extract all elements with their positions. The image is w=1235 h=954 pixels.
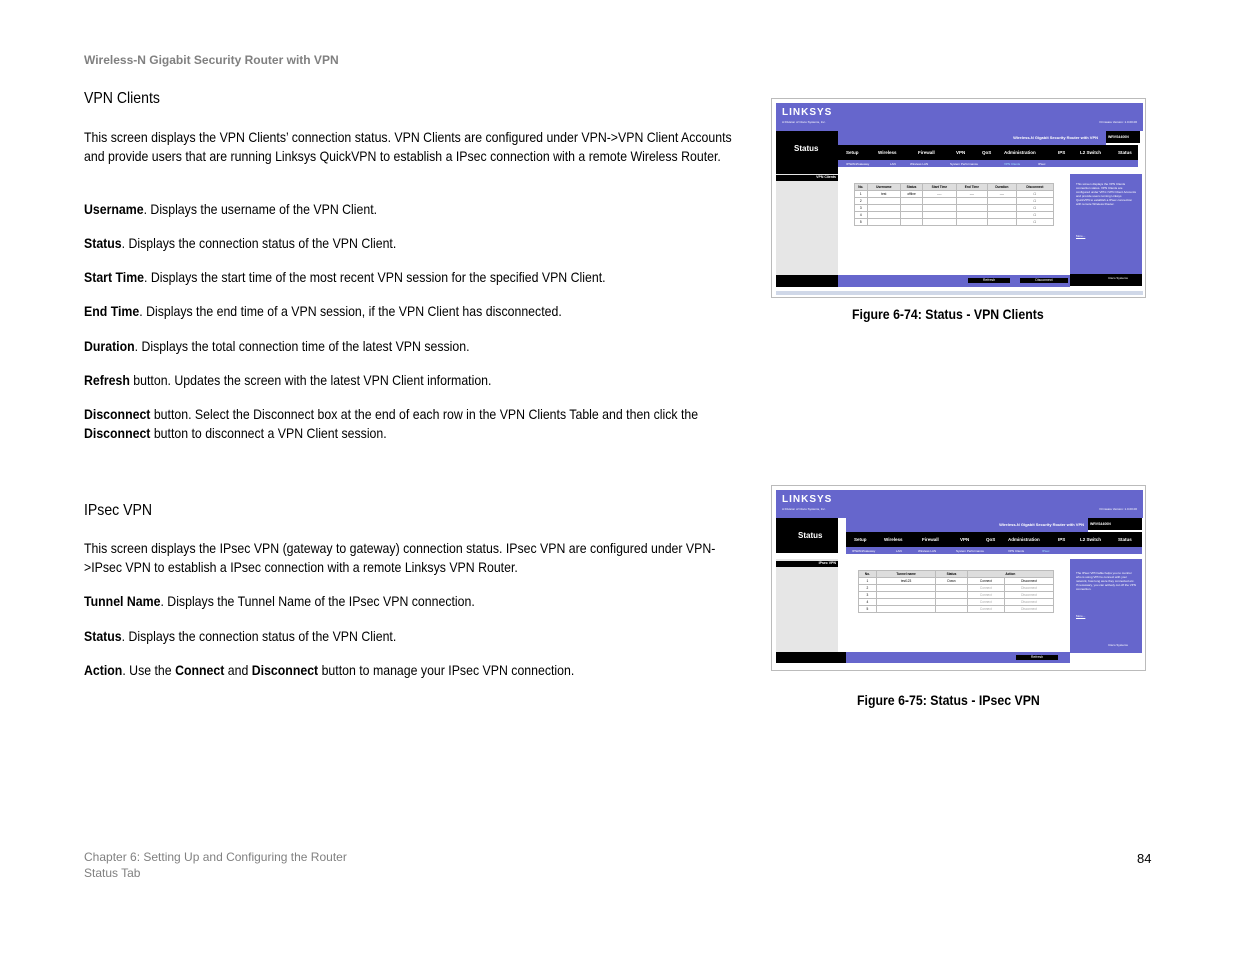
- table-header-row: [859, 571, 1054, 578]
- cell: [876, 606, 935, 613]
- running-header: Wireless-N Gigabit Security Router with VPN: [84, 53, 339, 67]
- table-row: [859, 585, 1054, 592]
- connect-button[interactable]: Connect: [967, 585, 1004, 592]
- cell: test: [867, 191, 901, 198]
- cell: [901, 205, 923, 212]
- nav-vpn[interactable]: VPN: [960, 537, 970, 542]
- subnav-lan[interactable]: LAN: [890, 162, 896, 166]
- term: Connect: [175, 662, 225, 678]
- cell: [923, 198, 957, 205]
- col-header: Start Time: [923, 184, 957, 191]
- button-bar: [846, 652, 1070, 663]
- sub-nav: [838, 160, 1138, 167]
- term: Disconnect: [84, 424, 151, 441]
- term: Refresh: [84, 372, 130, 388]
- subnav-vpn-clients[interactable]: VPN Clients: [1008, 549, 1025, 553]
- term: Status: [84, 235, 122, 251]
- definition-text: . Displays the username of the VPN Client.: [143, 201, 378, 217]
- cell: [923, 205, 957, 212]
- more-link[interactable]: More...: [1076, 234, 1086, 238]
- nav-l2-switch[interactable]: L2 Switch: [1080, 537, 1102, 542]
- definition-text: . Displays the total connection time of the latest VPN session.: [134, 338, 470, 354]
- nav-status[interactable]: Status: [1118, 537, 1132, 542]
- subnav-ip-wan[interactable]: IP/WAN/Gateway: [846, 162, 870, 166]
- cell: [901, 198, 923, 205]
- term: Tunnel Name: [84, 593, 161, 609]
- cell: test123: [876, 578, 935, 585]
- cisco-logo: Cisco Systems: [1108, 276, 1128, 280]
- cell: [876, 592, 935, 599]
- side-bottom: [776, 275, 838, 287]
- linksys-logo: LINKSYS: [782, 107, 833, 118]
- disconnect-button[interactable]: Disconnect: [1005, 592, 1054, 599]
- firmware-version: Firmware Version: 1.0.00.00: [1099, 120, 1137, 124]
- refresh-button[interactable]: Refresh: [1016, 655, 1058, 660]
- left-column: [776, 559, 838, 652]
- subnav-vpn-clients[interactable]: VPN Clients: [1004, 162, 1021, 166]
- col-header: Tunnel name: [876, 571, 935, 578]
- disconnect-checkbox[interactable]: ☐: [1016, 212, 1053, 219]
- refresh-button[interactable]: Refresh: [968, 278, 1010, 283]
- cell: [901, 212, 923, 219]
- term: Duration: [84, 338, 135, 354]
- disconnect-checkbox[interactable]: ☐: [1016, 191, 1053, 198]
- definition-text: button to manage your IPsec VPN connection.: [318, 662, 575, 678]
- cell: [867, 212, 901, 219]
- term: Start Time: [84, 269, 145, 285]
- definition-text: button. Select the Disconnect box at the end of each row in the VPN Clients Table and then click the: [150, 406, 699, 422]
- help-text: The IPsec VPN table helps you to monitor who is using VPN to connect with your network, how long were they connected etc. If necessary, you can actively cut off the VPN connection.: [1076, 571, 1136, 591]
- cell: 1: [859, 578, 877, 585]
- cell: [923, 212, 957, 219]
- left-column: [776, 174, 838, 287]
- product-bar: [838, 131, 1106, 145]
- definition-text: and: [224, 662, 252, 678]
- linksys-logo: LINKSYS: [782, 494, 833, 505]
- definition-status: [84, 627, 753, 646]
- ipsec-vpn-table: [858, 570, 1054, 613]
- col-header: Disconnect: [1016, 184, 1053, 191]
- cell: [901, 219, 923, 226]
- nav-setup[interactable]: Setup: [846, 150, 859, 155]
- table-row: [859, 592, 1054, 599]
- cell: [867, 205, 901, 212]
- help-text: This screen displays the VPN Clients connection status. VPN Clients are configured under VPN->VPN Client Accounts and provide users running Linksys QuickVPN to establish a IPsec connection with remote Wireless Router.: [1076, 182, 1136, 206]
- subnav-lan[interactable]: LAN: [896, 549, 902, 553]
- cell: 3: [859, 592, 877, 599]
- cell: [988, 219, 1017, 226]
- nav-status[interactable]: Status: [1118, 150, 1132, 155]
- table-row: [855, 198, 1054, 205]
- cell: [867, 219, 901, 226]
- cell: 2: [855, 198, 868, 205]
- figure-vpn-clients-screenshot: [771, 98, 1146, 298]
- col-header: Status: [901, 184, 923, 191]
- subnav-wireless-lan[interactable]: Wireless LAN: [918, 549, 937, 553]
- cell: [956, 198, 987, 205]
- table-row: [855, 212, 1054, 219]
- table-row: [859, 606, 1054, 613]
- definition-status: [84, 234, 753, 253]
- definition-text: button. Updates the screen with the latest VPN Client information.: [129, 372, 492, 388]
- cell: [988, 212, 1017, 219]
- side-title-block: [776, 518, 838, 553]
- disconnect-button[interactable]: Disconnect: [1005, 606, 1054, 613]
- table-row: [855, 219, 1054, 226]
- main-nav: [846, 532, 1142, 547]
- nav-firewall[interactable]: Firewall: [922, 537, 939, 542]
- definition-action: [84, 661, 753, 680]
- help-column: [1070, 174, 1142, 274]
- disconnect-button[interactable]: Disconnect: [1020, 278, 1068, 283]
- nav-l2-switch[interactable]: L2 Switch: [1080, 150, 1102, 155]
- button-bar: [838, 275, 1070, 287]
- definition-text: button to disconnect a VPN Client session.: [150, 424, 387, 441]
- term: Disconnect: [251, 662, 319, 678]
- disconnect-button[interactable]: Disconnect: [1005, 585, 1054, 592]
- col-header: Status: [936, 571, 967, 578]
- logo-subtitle: A Division of Cisco Systems, Inc.: [782, 507, 826, 511]
- col-header: No.: [855, 184, 868, 191]
- left-label: VPN Clients: [776, 175, 838, 181]
- cell: 3: [855, 205, 868, 212]
- nav-wireless[interactable]: Wireless: [884, 537, 903, 542]
- disconnect-checkbox[interactable]: ☐: [1016, 219, 1053, 226]
- definition-refresh: [84, 371, 753, 390]
- sub-nav: [846, 547, 1142, 554]
- left-label: IPsec VPN: [776, 561, 838, 567]
- definition-username: [84, 200, 753, 219]
- disconnect-checkbox[interactable]: ☐: [1016, 198, 1053, 205]
- product-name: Wireless-N Gigabit Security Router with VPN: [1013, 135, 1098, 140]
- more-link[interactable]: More...: [1076, 614, 1086, 618]
- cell: ----: [956, 191, 987, 198]
- intro-paragraph: This screen displays the IPsec VPN (gateway to gateway) connection status. IPsec VPN are configured under VPN->IPsec VPN to establish a IPsec connection with a remote Linksys VPN Router.: [84, 540, 716, 575]
- cell: [956, 219, 987, 226]
- subnav-system-performance[interactable]: System Performance: [950, 162, 979, 166]
- definition-text: . Displays the connection status of the VPN Client.: [121, 235, 397, 251]
- col-header: No.: [859, 571, 877, 578]
- cell: [876, 599, 935, 606]
- definition-disconnect: [84, 405, 753, 442]
- cell: 1: [855, 191, 868, 198]
- connect-button[interactable]: Connect: [967, 592, 1004, 599]
- cell: [956, 205, 987, 212]
- nav-administration[interactable]: Administration: [1004, 150, 1036, 155]
- side-bottom: [776, 652, 846, 663]
- table-row: [859, 599, 1054, 606]
- term: Disconnect: [84, 406, 151, 422]
- section-heading-ipsec-vpn: IPsec VPN: [84, 502, 153, 519]
- cell: [936, 592, 967, 599]
- subnav-ipsec[interactable]: IPsec: [1038, 162, 1046, 166]
- cell: 4: [855, 212, 868, 219]
- disconnect-button[interactable]: Disconnect: [1005, 578, 1054, 585]
- col-header: End Time: [956, 184, 987, 191]
- cell: [988, 198, 1017, 205]
- cisco-logo: Cisco Systems: [1108, 643, 1128, 647]
- figure-ipsec-vpn-screenshot: [771, 485, 1146, 671]
- cell: 4: [859, 599, 877, 606]
- intro-paragraph: This screen displays the VPN Clients’ connection status. VPN Clients are configured under VPN->VPN Client Accounts and provide users that are running Linksys QuickVPN to establish a IPsec connection with a remote Wireless Router.: [84, 129, 732, 164]
- nav-qos[interactable]: QoS: [986, 537, 996, 542]
- side-title-block: [776, 131, 838, 168]
- nav-wireless[interactable]: Wireless: [878, 150, 897, 155]
- figure-caption-ipsec-vpn: Figure 6-75: Status - IPsec VPN: [857, 692, 1040, 708]
- connect-button[interactable]: Connect: [967, 599, 1004, 606]
- definition-tunnel-name: [84, 592, 753, 611]
- nav-setup[interactable]: Setup: [854, 537, 867, 542]
- model-number: WRVS4400N: [1106, 131, 1140, 143]
- footer-tab: Status Tab: [84, 866, 141, 880]
- definition-end-time: [84, 302, 753, 321]
- side-title: Status: [798, 531, 823, 540]
- logo-subtitle: A Division of Cisco Systems, Inc.: [782, 120, 826, 124]
- product-bar: [846, 518, 1088, 532]
- col-header: Duration: [988, 184, 1017, 191]
- cell: [876, 585, 935, 592]
- cell: Down: [936, 578, 967, 585]
- firmware-version: Firmware Version: 1.0.00.00: [1099, 507, 1137, 511]
- product-name: Wireless-N Gigabit Security Router with VPN: [999, 522, 1084, 527]
- table-row: [855, 205, 1054, 212]
- cell: offline: [901, 191, 923, 198]
- cell: 2: [859, 585, 877, 592]
- subnav-wireless-lan[interactable]: Wireless LAN: [910, 162, 929, 166]
- term: Action: [84, 662, 123, 678]
- cell: 5: [859, 606, 877, 613]
- subnav-ipsec[interactable]: IPsec: [1042, 549, 1050, 553]
- help-column: [1070, 559, 1142, 653]
- subnav-system-performance[interactable]: System Performance: [956, 549, 985, 553]
- nav-ips[interactable]: IPS: [1058, 150, 1066, 155]
- connect-button[interactable]: Connect: [967, 578, 1004, 585]
- disconnect-button[interactable]: Disconnect: [1005, 599, 1054, 606]
- horizontal-scrollbar[interactable]: [776, 291, 1143, 295]
- nav-firewall[interactable]: Firewall: [918, 150, 935, 155]
- vpn-clients-table: [854, 183, 1054, 226]
- cell: [936, 599, 967, 606]
- main-nav: [838, 145, 1138, 160]
- cell: [936, 585, 967, 592]
- cisco-block: [1070, 274, 1142, 286]
- table-row: [859, 578, 1054, 585]
- model-number: WRVS4400N: [1088, 518, 1142, 530]
- connect-button[interactable]: Connect: [967, 606, 1004, 613]
- subnav-ip-wan[interactable]: IP/WAN/Gateway: [852, 549, 876, 553]
- term: End Time: [84, 303, 140, 319]
- side-title: Status: [794, 144, 819, 153]
- nav-administration[interactable]: Administration: [1008, 537, 1040, 542]
- col-header: Username: [867, 184, 901, 191]
- table-row: [855, 191, 1054, 198]
- disconnect-checkbox[interactable]: ☐: [1016, 205, 1053, 212]
- definition-text: . Displays the Tunnel Name of the IPsec VPN connection.: [160, 593, 475, 609]
- section-heading-vpn-clients: VPN Clients: [84, 90, 160, 107]
- col-header: Action: [967, 571, 1053, 578]
- page-number: 84: [1137, 851, 1152, 866]
- cell: [956, 212, 987, 219]
- definition-text: . Use the: [122, 662, 176, 678]
- cell: 5: [855, 219, 868, 226]
- footer-chapter: Chapter 6: Setting Up and Configuring the Router: [84, 850, 347, 864]
- cell: [923, 219, 957, 226]
- cell: [867, 198, 901, 205]
- definition-start-time: [84, 268, 753, 287]
- nav-ips[interactable]: IPS: [1058, 537, 1066, 542]
- definition-text: . Displays the start time of the most recent VPN session for the specified VPN Client.: [144, 269, 606, 285]
- cell: ----: [923, 191, 957, 198]
- term: Username: [84, 201, 144, 217]
- term: Status: [84, 628, 122, 644]
- definition-duration: [84, 337, 753, 356]
- nav-qos[interactable]: QoS: [982, 150, 992, 155]
- definition-text: . Displays the connection status of the VPN Client.: [121, 628, 397, 644]
- brand-bar: [776, 103, 1143, 131]
- cell: [988, 205, 1017, 212]
- table-header-row: [855, 184, 1054, 191]
- cell: [936, 606, 967, 613]
- cell: ----: [988, 191, 1017, 198]
- nav-vpn[interactable]: VPN: [956, 150, 966, 155]
- definition-text: . Displays the end time of a VPN session, if the VPN Client has disconnected.: [139, 303, 562, 319]
- figure-caption-vpn-clients: Figure 6-74: Status - VPN Clients: [852, 306, 1044, 322]
- brand-bar: [776, 490, 1143, 518]
